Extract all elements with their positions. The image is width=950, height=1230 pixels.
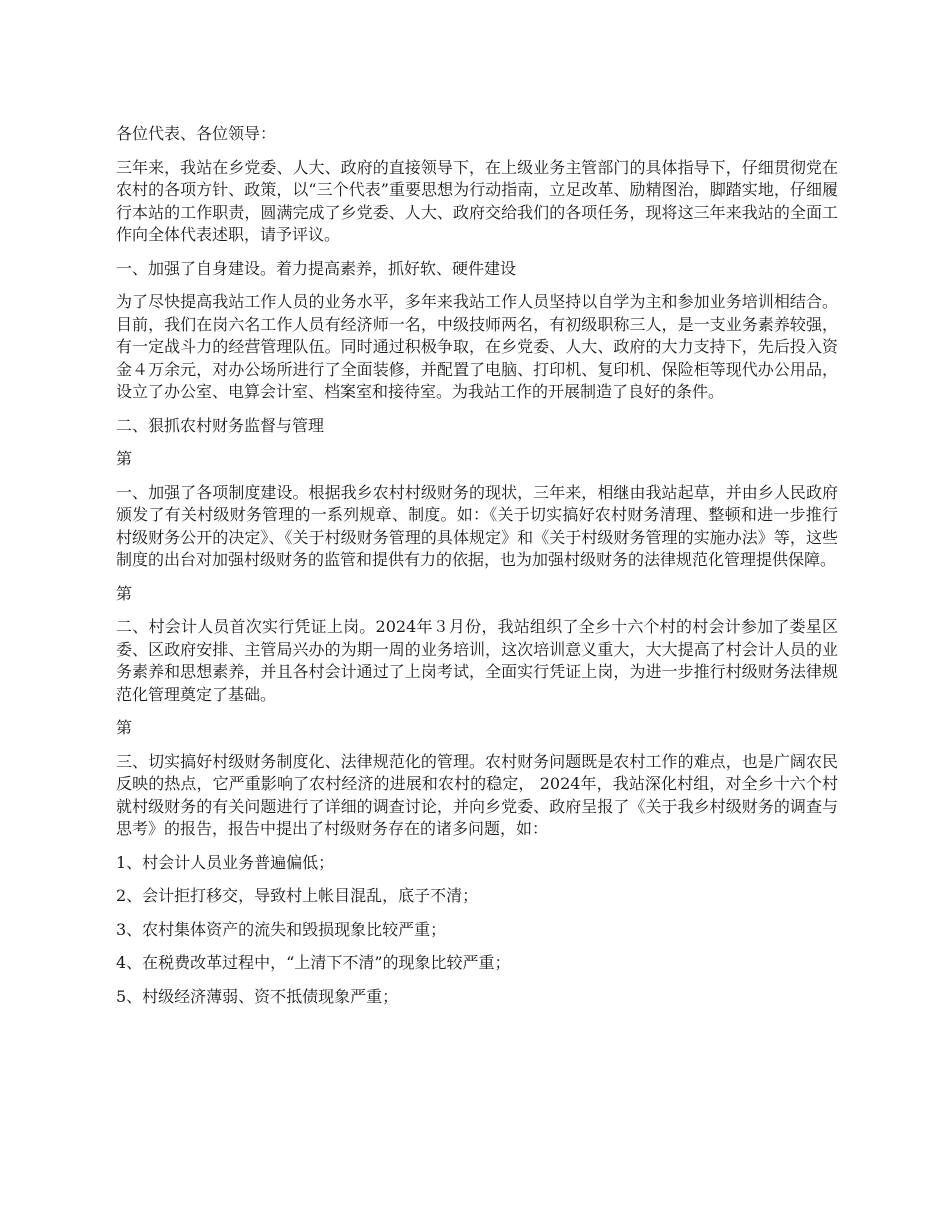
- salutation: 各位代表、各位领导：: [116, 124, 277, 143]
- list-item: 4、在税费改革过程中，“上清下不清”的现象比较严重；: [116, 953, 511, 972]
- item-1-paragraph: 一、加强了各项制度建设。根据我乡农村村级财务的现状，三年来，相继由我站起草，并由乡人民政府颁发了有关村级财务管理的一系列规章、制度。如：《关于切实搞好农村财务清理、整顿和进一步推行村级财务公开的决定》、《关于村级财务管理的具体规定》和《关于村级财务管理的实施办法》等，这些制度的出台对加强村级财务的监管和提供有力的依据，也为加强村级财务的法律规范化管理提供保障。: [116, 482, 838, 569]
- list-item: 5、村级经济薄弱、资不抵债现象严重；: [116, 986, 399, 1006]
- list-item: 2、会计拒打移交，导致村上帐目混乱，底子不清；: [116, 886, 479, 905]
- ordinal-marker: 第: [116, 718, 133, 737]
- item-2-paragraph: 二、村会计人员首次实行凭证上岗。2024年３月份，我站组织了全乡十六个村的村会计参加了娄星区委、区政府安排、主管局兴办的为期一周的业务培训，这次培训意义重大，大大提高了村会计人员的业务素养和思想素养，并且各村会计通过了上岗考试，全面实行凭证上岗，为进一步推行村级财务法律规范化管理奠定了基础。: [116, 617, 838, 704]
- intro-paragraph: 三年来，我站在乡党委、人大、政府的直接领导下，在上级业务主管部门的具体指导下，仔细贯彻党在农村的各项方针、政策，以“三个代表”重要思想为行动指南，立足改革、励精图治，脚踏实地，仔细履行本站的工作职责，圆满完成了乡党委、人大、政府交给我们的各项任务，现将这三年来我站的全面工作向全体代表述职，请予评议。: [116, 157, 838, 244]
- ordinal-marker: 第: [116, 583, 133, 603]
- section-1-body: 为了尽快提高我站工作人员的业务水平，多年来我站工作人员坚持以自学为主和参加业务培训相结合。目前，我们在岗六名工作人员有经济师一名，中级技师两名，有初级职称三人，是一支业务素养较强，有一定战斗力的经营管理队伍。同时通过积极争取，在乡党委、人大、政府的大力支持下，先后投入资金４万余元，对办公场所进行了全面装修，并配置了电脑、打印机、复印机、保险柜等现代办公用品，设立了办公室、电算会计室、档案室和接待室。为我站工作的开展制造了良好的条件。: [116, 292, 838, 401]
- section-heading-2: 二、狠抓农村财务监督与管理: [116, 415, 325, 435]
- list-item: 1、村会计人员业务普遍偏低；: [116, 852, 335, 872]
- document-page: [116, 123, 838, 1019]
- list-item: 3、农村集体资产的流失和毁损现象比较严重；: [116, 919, 447, 939]
- section-heading-1: 一、加强了自身建设。着力提高素养，抓好软、硬件建设: [116, 258, 517, 278]
- ordinal-marker: 第: [116, 449, 133, 468]
- item-3-paragraph: 三、切实搞好村级财务制度化、法律规范化的管理。农村财务问题既是农村工作的难点，也是广阔农民反映的热点，它严重影响了农村经济的进展和农村的稳定， 2024年，我站深化村组，对全乡十六个村就村级财务的有关问题进行了详细的调查讨论，并向乡党委、政府呈报了《关于我乡村级财务的调查与思考》的报告，报告中提出了村级财务存在的诸多问题，如：: [116, 751, 838, 838]
